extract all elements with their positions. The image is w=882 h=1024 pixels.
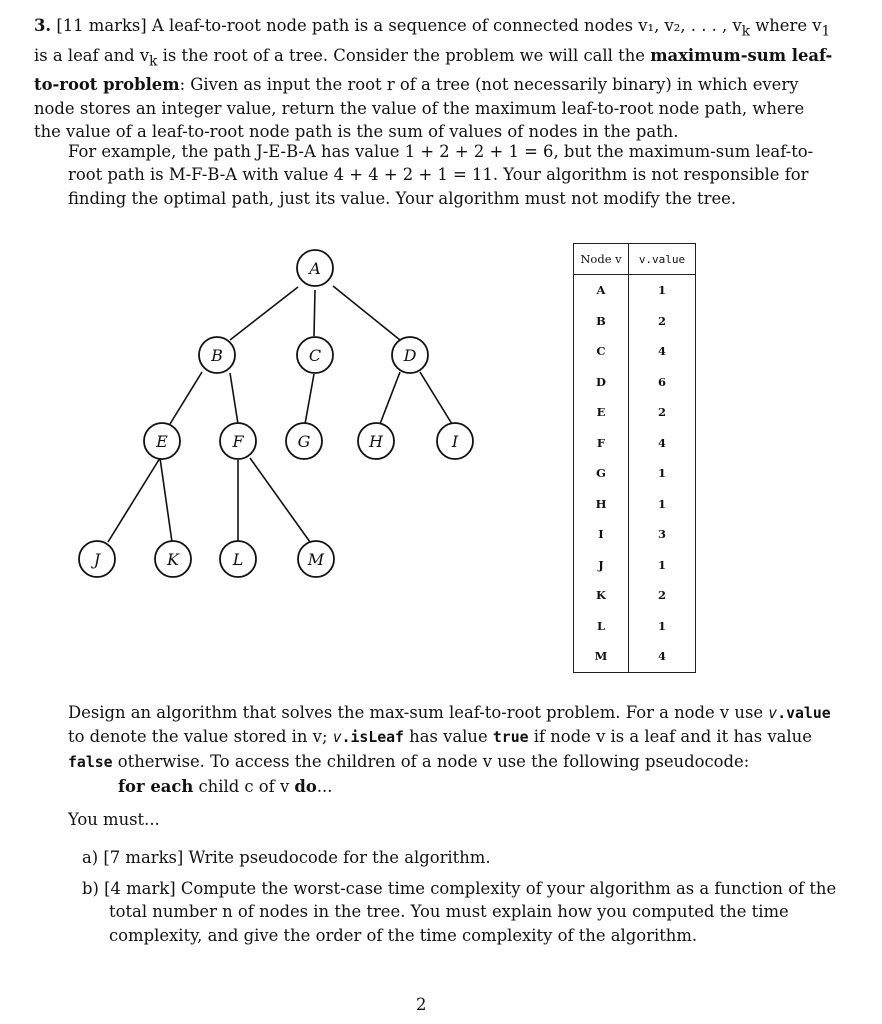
table-row [574,489,696,520]
question-marks: [11 marks] [56,16,147,35]
code-isleaf: v.isLeaf [332,729,404,747]
design-text: Design an algorithm that solves the max-sum leaf-to-root problem. For a node v use [68,703,769,722]
table-row [574,519,696,550]
edge-a-d [333,286,400,340]
tree-label-f: F [232,432,244,451]
tree-label-a: A [309,259,321,278]
question-intro: 3. [11 marks] A leaf-to-root node path is a sequence of connected nodes v₁, v₂, . . . , $v_k$ where $v_1$ is a leaf and $v_k$ is the root of a tree. Consider the problem we will call the maximum-sum leaf-to-root problem: Given as input the root r of a tree (not necessarily binary) in which every node stores an integer value, return the value of the maximum leaf-to-root node path, where the value of a leaf-to-root node path is the sum of values of nodes in the path. [34,16,833,142]
table-row [574,641,696,672]
edge-e-j [108,458,160,542]
table-row [574,367,696,398]
table-cell-node: E [574,397,629,428]
table-cell-node: B [574,306,629,337]
table-header-row [574,244,696,275]
table-cell-value: 1 [629,550,696,581]
table-cell-node: L [574,611,629,642]
edge-b-f [230,373,238,424]
table-row [574,397,696,428]
table-cell-value: 4 [629,336,696,367]
table-row [574,458,696,489]
design-text: to denote the value stored in v; [68,727,333,747]
you-must: You must... [68,810,160,829]
edge-c-g [305,374,314,424]
list-item-b [82,877,842,947]
tree-label-b: B [211,346,223,365]
intro-text: A leaf-to-root node path is a sequence of connected nodes v [151,16,648,35]
table-header-node: Node v [574,244,629,275]
table-cell-value: 1 [629,275,696,306]
example-paragraph: For example, the path J-E-B-A has value 1 + 2 + 2 + 1 = 6, but the maximum-sum leaf-to-root path is M-F-B-A with value 4 + 4 + 2 + 1 = 11. Your algorithm is not responsible for finding the optimal path, just its value. Your algorithm must not modify the tree. [68,142,814,208]
edge-d-i [420,372,452,424]
table-cell-node: G [574,458,629,489]
design-text: if node v is a leaf and it has value [528,727,812,747]
pseudocode-line [118,775,332,798]
table-row [574,611,696,642]
design-paragraph [68,701,834,774]
problem-name: maximum-sum leaf-to-root problem [34,45,833,95]
tree-label-i: I [451,432,459,451]
table-row [574,306,696,337]
table-cell-value: 4 [629,641,696,672]
intro-text: is a leaf and v [34,45,150,65]
node-value-table [573,243,696,673]
tree-label-c: C [308,346,322,365]
tree-label-m: M [307,550,325,569]
pseudocode-text: child c of v [193,777,295,796]
design-text: has value [403,727,493,747]
tree-label-k: K [167,550,179,569]
intro-text: where v [750,16,822,35]
table-cell-value: 3 [629,519,696,550]
table-cell-node: C [574,336,629,367]
table-cell-value: 1 [629,458,696,489]
tree-diagram [0,0,560,600]
question-number: 3. [34,16,52,35]
edge-a-b [230,287,298,340]
intro-text: is the root of a tree. Consider the problem we will call the [157,45,651,65]
table-cell-node: A [574,275,629,306]
item-text: Compute the worst-case time complexity of your algorithm as a function of the total number n of nodes in the tree. You must explain how you computed the time complexity, and give the order of the time complexity of the algorithm. [109,879,837,945]
item-label: b) [82,879,99,898]
table-cell-node: I [574,519,629,550]
item-marks: [4 mark] [104,879,176,898]
table-cell-node: M [574,641,629,672]
edge-f-m [250,458,310,542]
design-text: otherwise. To access the children of a node v use the following pseudocode: [112,751,750,771]
item-label: a) [82,848,99,867]
table-cell-value: 1 [629,489,696,520]
table-cell-value: 2 [629,580,696,611]
page-number: 2 [416,995,427,1014]
keyword-do: do [294,777,317,796]
table-cell-value: 2 [629,397,696,428]
pseudocode-ellipsis: ... [316,777,333,796]
table-cell-node: F [574,428,629,459]
edge-b-e [170,372,202,424]
code-true: true [492,729,529,747]
table-cell-value: 6 [629,367,696,398]
table-header-value: v.value [629,244,696,275]
item-marks: [7 marks] [103,848,184,867]
edge-a-c [314,290,315,336]
table-row [574,428,696,459]
tree-label-h: H [369,432,383,451]
tree-label-e: E [156,432,168,451]
table-cell-value: 2 [629,306,696,337]
item-text: Write pseudocode for the algorithm. [183,848,491,867]
table-cell-node: J [574,550,629,581]
tree-label-l: L [232,550,244,569]
intro-text: : Given as input the root r of a tree (not necessarily binary) in which every node stores an integer value, return the value of the maximum leaf-to-root node path, where the value of a leaf-to-root node path is the sum of values of nodes in the path. [34,75,805,142]
tree-label-g: G [297,432,311,451]
table-cell-node: K [574,580,629,611]
code-false: false [68,753,113,771]
table-row [574,275,696,306]
table-cell-node: D [574,367,629,398]
intro-path: ₁, v₂, . . . , v [647,16,742,35]
table-row [574,580,696,611]
table-row [574,336,696,367]
keyword-for-each: for each [118,777,194,796]
table-cell-node: H [574,489,629,520]
tree-label-j: J [93,550,101,569]
table-row [574,550,696,581]
code-value: v.value [768,705,831,722]
edge-d-h [380,372,400,424]
list-item-a [82,846,842,869]
edge-e-k [160,458,172,542]
tree-label-d: D [403,346,417,365]
table-cell-value: 1 [629,611,696,642]
table-cell-value: 4 [629,428,696,459]
